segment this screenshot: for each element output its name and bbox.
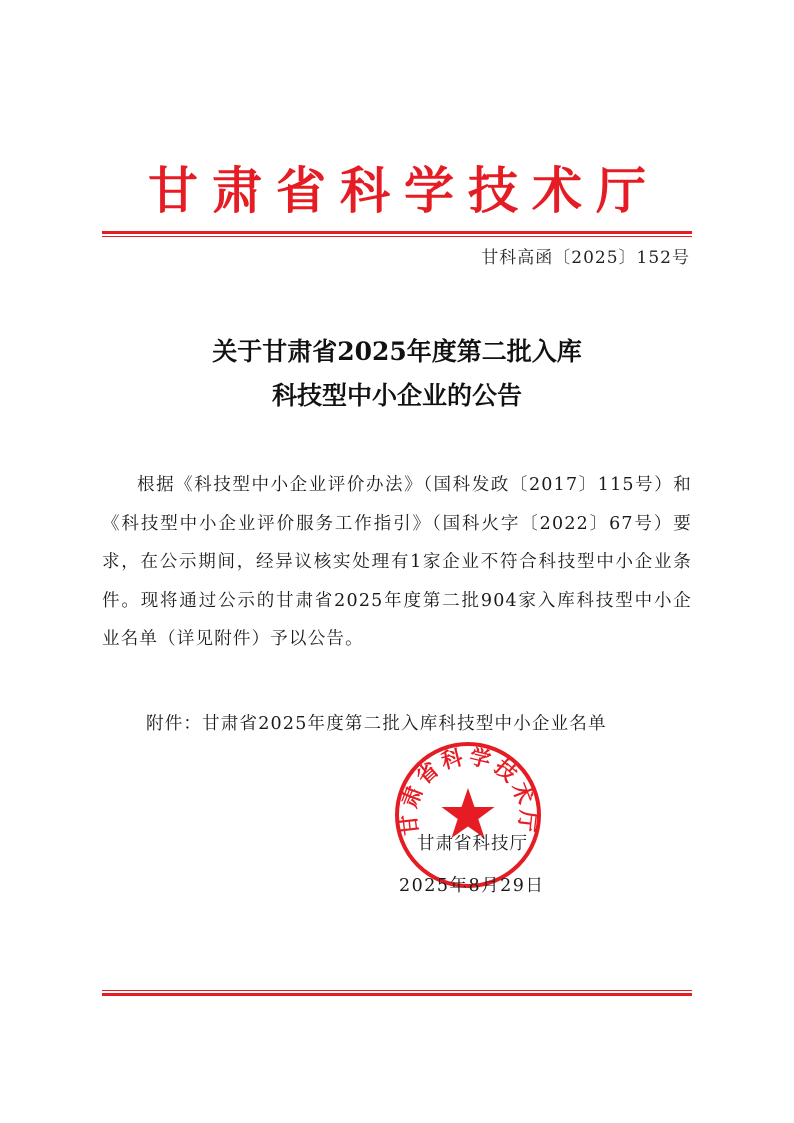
footer-rule-thin <box>102 990 692 991</box>
title-line-2: 科技型中小企业的公告 <box>271 381 522 410</box>
body-paragraph: 根据《科技型中小企业评价办法》（国科发政〔2017〕115号）和《科技型中小企业评价服务工作指引》（国科火字〔2022〕67号）要求，在公示期间，经异议核实处理有1家企业不符合科技型中小企业条件。现将通过公示的甘肃省2025年度第二批904家入库科技型中小企业名单（详见附件）予以公告。 <box>102 475 692 649</box>
header-rule-thick <box>102 231 692 234</box>
document-number: 甘科高函〔2025〕152号 <box>481 248 690 268</box>
signer-name: 甘肃省科技厅 <box>417 834 528 854</box>
title-line-1: 关于甘肃省2025年度第二批入库 <box>212 337 582 366</box>
footer-rule-thick <box>102 993 692 996</box>
svg-text:甘肃省科学技术厅: 甘肃省科学技术厅 <box>395 743 541 837</box>
document-title <box>0 330 794 418</box>
signature-date: 2025年8月29日 <box>399 876 545 896</box>
org-header: 甘肃省科学技术厅 <box>148 161 660 220</box>
attachment-line: 附件：甘肃省2025年度第二批入库科技型中小企业名单 <box>146 714 607 734</box>
official-seal-icon <box>393 740 543 890</box>
header-rule-thin <box>102 236 692 237</box>
